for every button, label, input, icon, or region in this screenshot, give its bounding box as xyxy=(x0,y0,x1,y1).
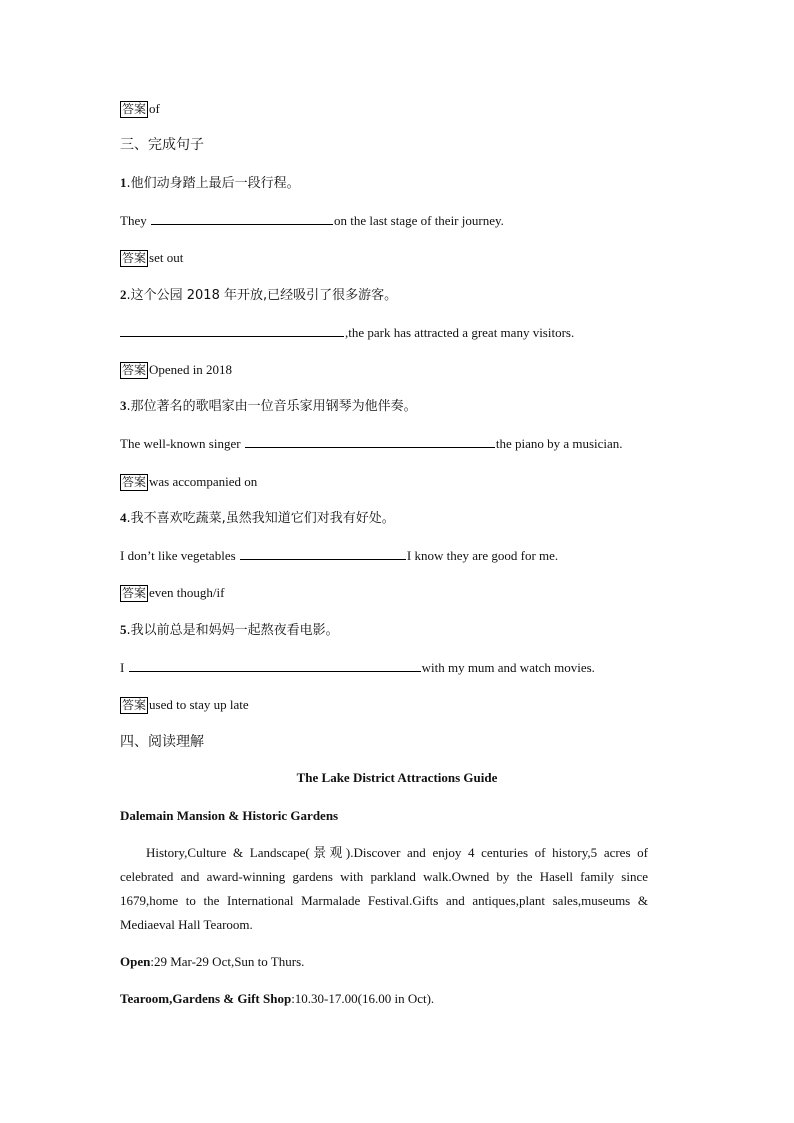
sentence-before: I xyxy=(120,660,128,675)
question-sentence xyxy=(120,211,504,230)
question-number: 2 xyxy=(120,287,127,302)
answer-blank[interactable] xyxy=(240,546,406,560)
question-sentence xyxy=(120,434,623,453)
question-prompt xyxy=(120,397,417,416)
question-sentence xyxy=(120,546,558,565)
answer-label: 答案 xyxy=(122,474,147,489)
section-heading: 三、完成句子 xyxy=(120,137,204,153)
open-label: Open xyxy=(120,954,151,969)
question-number: 1 xyxy=(120,175,127,190)
question-prompt xyxy=(120,509,395,528)
question-sentence xyxy=(120,658,595,677)
question-prompt xyxy=(120,174,300,193)
answer-label: 答案 xyxy=(122,362,147,377)
answer-line xyxy=(120,360,232,379)
sentence-after: on the last stage of their journey. xyxy=(333,213,504,228)
sentence-after: I know they are good for me. xyxy=(406,548,559,563)
question-chinese: .我以前总是和妈妈一起熬夜看电影。 xyxy=(126,623,339,638)
sentence-before: The well-known singer xyxy=(120,436,244,451)
reading-title: The Lake District Attractions Guide xyxy=(296,770,498,785)
answer-label: 答案 xyxy=(122,101,147,116)
answer-label: 答案 xyxy=(122,585,147,600)
sentence-after: with my mum and watch movies. xyxy=(421,660,595,675)
tearoom-label: Tearoom,Gardens & Gift Shop xyxy=(120,991,292,1006)
question-prompt xyxy=(120,621,339,640)
answer-text: was accompanied on xyxy=(149,474,258,490)
reading-subtitle: Dalemain Mansion & Historic Gardens xyxy=(120,808,339,823)
answer-blank[interactable] xyxy=(151,211,333,225)
question-chinese: .我不喜欢吃蔬菜,虽然我知道它们对我有好处。 xyxy=(126,511,395,526)
question-number: 5 xyxy=(120,622,127,637)
open-value: :29 Mar-29 Oct,Sun to Thurs. xyxy=(150,954,305,969)
answer-label: 答案 xyxy=(122,250,147,265)
question-prompt xyxy=(120,286,397,305)
answer-text: used to stay up late xyxy=(149,697,249,713)
sentence-after: ,the park has attracted a great many visitors. xyxy=(345,325,575,340)
answer-line xyxy=(120,583,224,602)
answer-text: set out xyxy=(149,250,184,266)
question-chinese: .他们动身踏上最后一段行程。 xyxy=(126,176,300,191)
answer-blank[interactable] xyxy=(245,434,495,448)
question-chinese: .那位著名的歌唱家由一位音乐家用钢琴为他伴奏。 xyxy=(126,399,417,414)
question-sentence xyxy=(120,323,574,342)
sentence-before: I don’t like vegetables xyxy=(120,548,239,563)
answer-blank[interactable] xyxy=(120,323,344,337)
open-hours-line xyxy=(120,953,304,971)
answer-line xyxy=(120,472,257,491)
question-number: 3 xyxy=(120,398,127,413)
sentence-after: the piano by a musician. xyxy=(495,436,623,451)
question-number: 4 xyxy=(120,510,127,525)
answer-line xyxy=(120,695,249,714)
answer-label: 答案 xyxy=(122,697,147,712)
reading-paragraph: History,Culture & Landscape(景观).Discover and enjoy 4 centuries of history,5 acres of celebrated and award-winning gardens with parkland walk.Owned by the Hasell family since 1679,home to the International Marmalade Festival.Gifts and antiques,plant sales,museums & Mediaeval Hall Tearoom. xyxy=(120,845,648,932)
section-heading: 四、阅读理解 xyxy=(120,734,204,750)
sentence-before: They xyxy=(120,213,150,228)
answer-blank[interactable] xyxy=(129,658,421,672)
answer-text: even though/if xyxy=(149,585,225,601)
question-chinese: .这个公园 2018 年开放,已经吸引了很多游客。 xyxy=(126,288,398,303)
answer-text: of xyxy=(149,101,160,117)
answer-line xyxy=(120,248,183,267)
prev-answer-line xyxy=(120,99,160,118)
tearoom-value: :10.30-17.00(16.00 in Oct). xyxy=(291,991,435,1006)
answer-text: Opened in 2018 xyxy=(149,362,233,378)
tearoom-hours-line xyxy=(120,990,434,1008)
